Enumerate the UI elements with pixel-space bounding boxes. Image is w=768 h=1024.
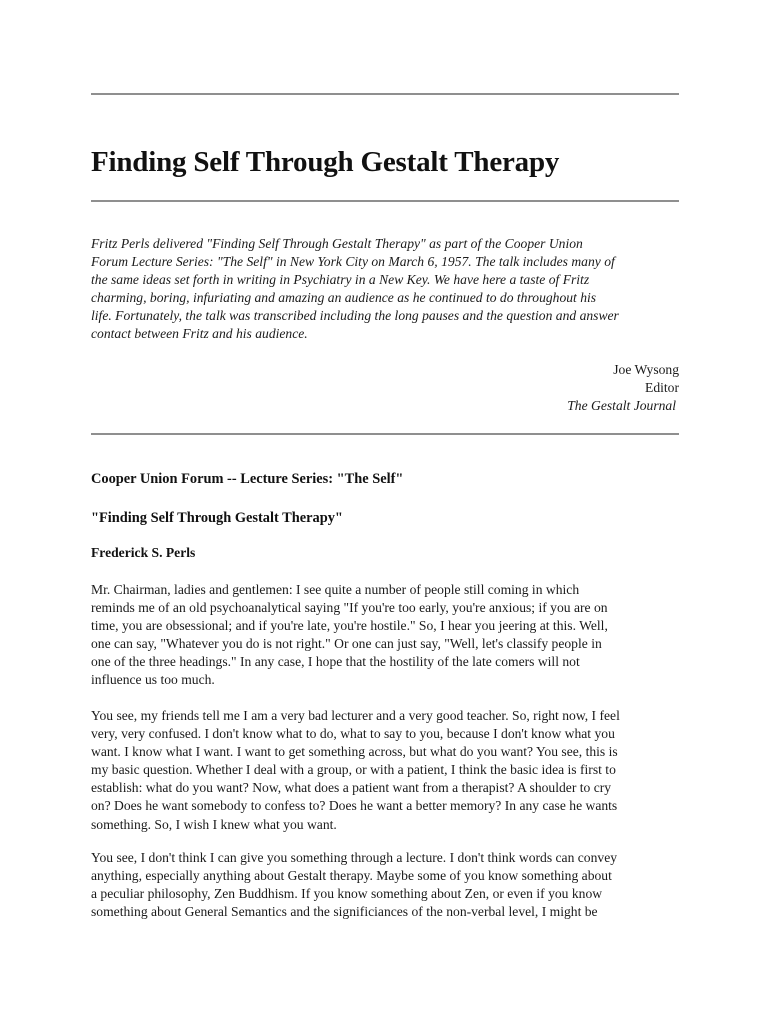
author-name: Frederick S. Perls <box>91 545 196 560</box>
intro-line: Fritz Perls delivered "Finding Self Through Gestalt Therapy" as part of the Cooper Union <box>91 236 583 251</box>
editor-introduction <box>91 235 679 344</box>
paragraph-line: one of the three headings." In any case, I hope that the hostility of the late comers will not <box>91 654 580 670</box>
paragraph-line: reminds me of an old psychoanalytical saying "If you're too early, you're anxious; if you are on <box>91 600 608 616</box>
intro-line: charming, boring, infuriating and amazing an audience as he continued to do throughout his <box>91 290 597 306</box>
signature-publication: The Gestalt Journal <box>567 398 676 414</box>
paragraph-line: something about General Semantics and the significiances of the non-verbal level, I might be <box>91 904 598 920</box>
body-paragraph <box>91 849 679 921</box>
paragraph-line: You see, my friends tell me I am a very bad lecturer and a very good teacher. So, right now, I feel <box>91 708 620 723</box>
paragraph-line: very, very confused. I don't know what to do, what to say to you, because I don't know what you <box>91 726 615 742</box>
paragraph-line: establish: what do you want? Now, what does a patient want from a therapist? A shoulder to cry <box>91 780 612 796</box>
paragraph-line: on? Does he want somebody to confess to? Does he want a better memory? In any case he wants <box>91 798 618 814</box>
editor-signature <box>567 361 679 415</box>
horizontal-rule <box>91 200 679 202</box>
talk-heading: "Finding Self Through Gestalt Therapy" <box>91 510 343 526</box>
intro-line: Forum Lecture Series: "The Self" in New York City on March 6, 1957. The talk includes many of <box>91 254 615 270</box>
paragraph-line: want. I know what I want. I want to get something across, but what do you want? You see, this is <box>91 744 618 760</box>
body-paragraph <box>91 581 679 690</box>
intro-line: life. Fortunately, the talk was transcribed including the long pauses and the question and answer <box>91 308 619 324</box>
paragraph-line: my basic question. Whether I deal with a group, or with a patient, I think the basic idea is first to <box>91 762 616 778</box>
page-title: Finding Self Through Gestalt Therapy <box>91 146 560 178</box>
signature-name: Joe Wysong <box>613 362 679 377</box>
horizontal-rule <box>91 433 679 435</box>
paragraph-line: one can say, "Whatever you do is not right." Or one can just say, "Well, let's classify people in <box>91 636 602 652</box>
forum-heading: Cooper Union Forum -- Lecture Series: "The Self" <box>91 471 404 487</box>
paragraph-line: anything, especially anything about Gestalt therapy. Maybe some of you know something about <box>91 868 612 884</box>
body-paragraph <box>91 707 679 834</box>
signature-role: Editor <box>645 380 679 396</box>
paragraph-line: a peculiar philosophy, Zen Buddhism. If you know something about Zen, or even if you know <box>91 886 603 902</box>
intro-line: contact between Fritz and his audience. <box>91 326 308 342</box>
paragraph-line: time, you are obsessional; and if you're late, you're hostile." So, I hear you jeering at this. Well, <box>91 618 608 634</box>
paragraph-line: influence us too much. <box>91 672 215 688</box>
intro-line: the same ideas set forth in writing in Psychiatry in a New Key. We have here a taste of Fritz <box>91 272 590 288</box>
paragraph-line: You see, I don't think I can give you something through a lecture. I don't think words can convey <box>91 850 618 865</box>
paragraph-line: Mr. Chairman, ladies and gentlemen: I see quite a number of people still coming in which <box>91 582 580 597</box>
paragraph-line: something. So, I wish I knew what you want. <box>91 816 337 832</box>
horizontal-rule <box>91 93 679 95</box>
